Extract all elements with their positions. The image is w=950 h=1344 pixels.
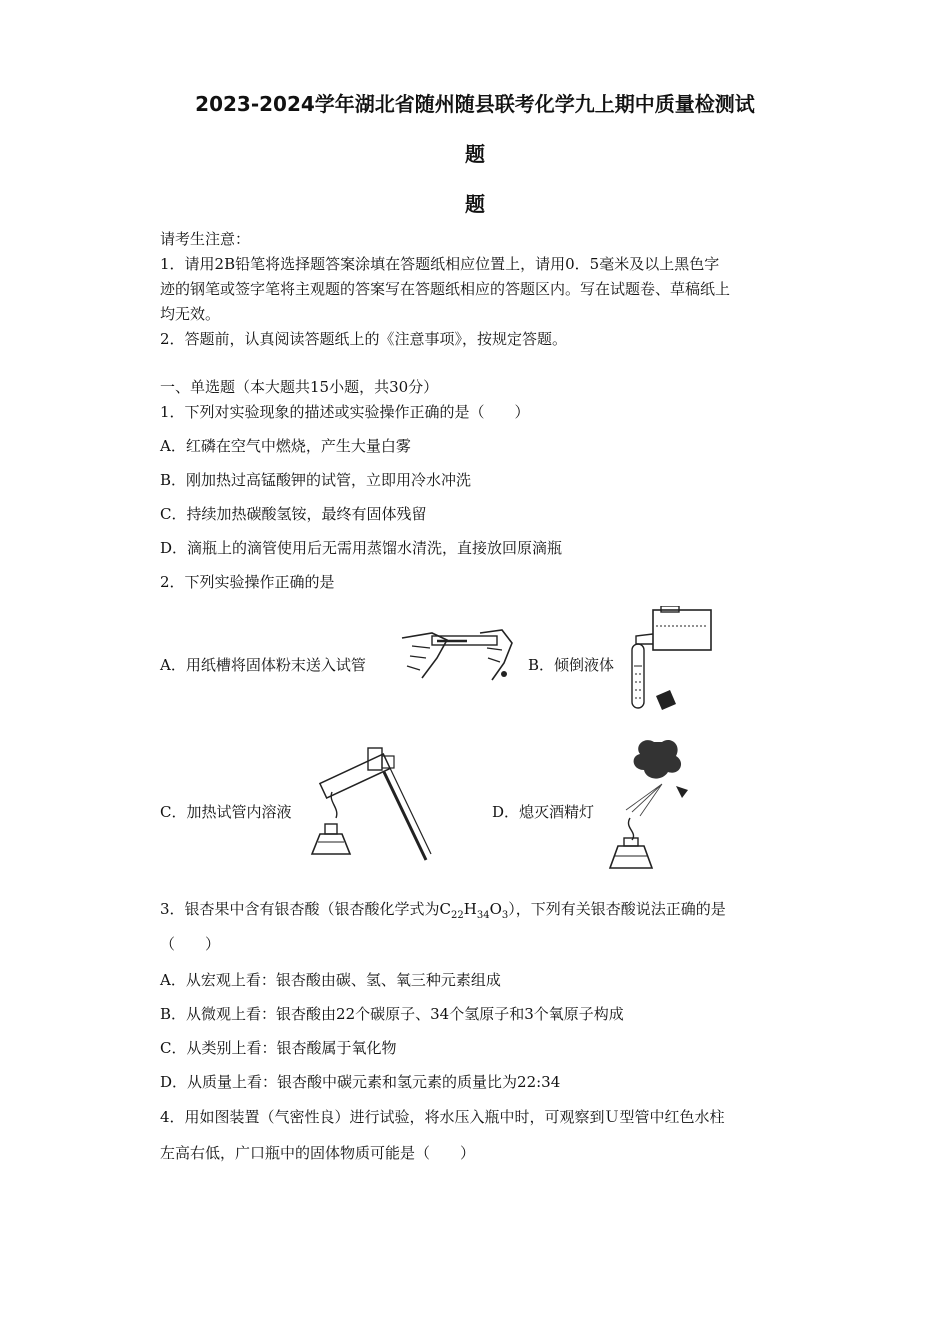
- q1-option-c: C．持续加热碳酸氢铵，最终有固体残留: [160, 505, 427, 523]
- exam-title-line3: 题: [465, 192, 485, 216]
- q2-option-d: D．熄灭酒精灯: [492, 803, 595, 821]
- exam-title-line1: 2023-2024学年湖北省随州随县联考化学九上期中质量检测试: [195, 92, 755, 116]
- q3-stem-post: ），下列有关银杏酸说法正确的是: [508, 900, 726, 918]
- q3-option-d: D．从质量上看：银杏酸中碳元素和氢元素的质量比为22:34: [160, 1073, 561, 1091]
- exam-title-line2: 题: [465, 142, 485, 166]
- q1-option-b: B．刚加热过高锰酸钾的试管，立即用冷水冲洗: [160, 471, 472, 489]
- q3-option-a: A．从宏观上看：银杏酸由碳、氢、氧三种元素组成: [160, 971, 501, 989]
- q3-option-c: C．从类别上看：银杏酸属于氧化物: [160, 1039, 397, 1057]
- q1-option-a: A．红磷在空气中燃烧，产生大量白雾: [160, 437, 411, 455]
- heat-test-tube-figure: [300, 742, 440, 866]
- q1-stem: 1．下列对实验现象的描述或实验操作正确的是（ ）: [160, 403, 530, 421]
- q3-formula: $C_{22}H_{34}O_3$: [439, 900, 509, 921]
- q4-stem-line2: 左高右低，广口瓶中的固体物质可能是（ ）: [160, 1144, 476, 1162]
- q2-option-b: B．倾倒液体: [528, 656, 615, 674]
- notice-item1-line3: 均无效。: [160, 305, 221, 323]
- paper-trough-figure: [392, 618, 522, 696]
- q3-option-b: B．从微观上看：银杏酸由22个碳原子、34个氢原子和3个氧原子构成: [160, 1005, 624, 1023]
- notice-item1-line2: 迹的钢笔或签字笔将主观题的答案写在答题纸相应的答题区内。写在试题卷、草稿纸上: [160, 280, 731, 298]
- q3-bracket: （ ）: [160, 935, 221, 953]
- notice-item1-line1: 1．请用2B铅笔将选择题答案涂填在答题纸相应位置上，请用0．5毫米及以上黑色字: [160, 255, 720, 273]
- section-heading: 一、单选题（本大题共15小题，共30分）: [160, 378, 439, 396]
- pour-liquid-figure: [628, 606, 718, 716]
- q2-option-a: A．用纸槽将固体粉末送入试管: [160, 656, 366, 674]
- q4-stem-line1: 4．用如图装置（气密性良）进行试验，将水压入瓶中时，可观察到Ｕ型管中红色水柱: [160, 1108, 725, 1126]
- q3-stem: [160, 898, 726, 921]
- q3-stem-pre: 3．银杏果中含有银杏酸（银杏酸化学式为: [160, 900, 440, 918]
- q1-option-d: D．滴瓶上的滴管使用后无需用蒸馏水清洗，直接放回原滴瓶: [160, 539, 563, 557]
- q2-stem: 2．下列实验操作正确的是: [160, 573, 335, 591]
- notice-heading: 请考生注意：: [160, 230, 251, 248]
- notice-item2: 2．答题前，认真阅读答题纸上的《注意事项》，按规定答题。: [160, 330, 568, 348]
- blow-out-lamp-figure: [604, 732, 714, 872]
- q2-option-c: C．加热试管内溶液: [160, 803, 292, 821]
